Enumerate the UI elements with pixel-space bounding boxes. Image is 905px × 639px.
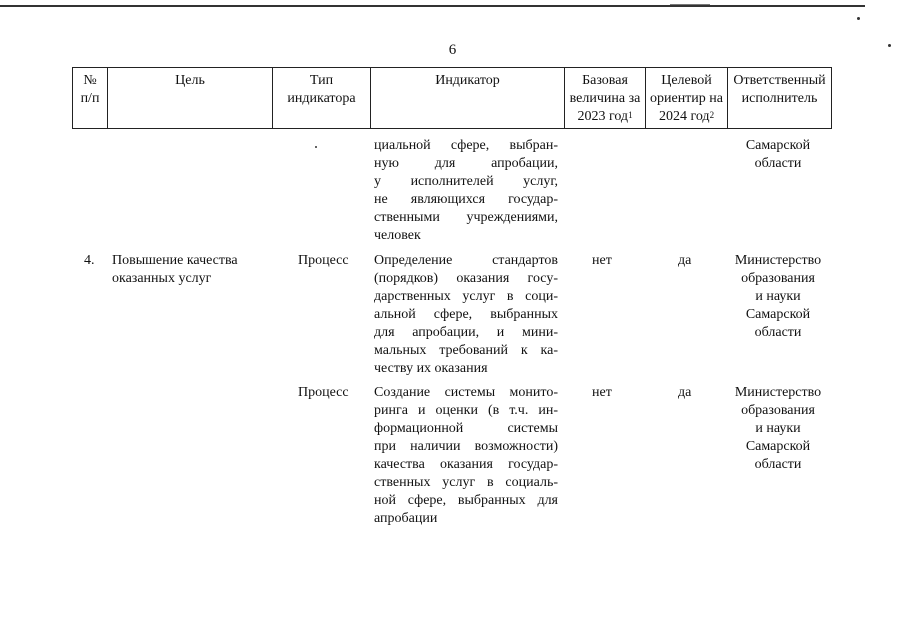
- row-1-target-value: да: [678, 253, 692, 268]
- row-1-responsible: Министерство образования и науки Самарской области: [734, 253, 822, 340]
- row-0-responsible: Самарской области: [745, 138, 811, 171]
- header-goal: Цель: [108, 68, 273, 129]
- row-1-base-value: нет: [592, 253, 612, 268]
- row-2-base-value: нет: [592, 385, 612, 400]
- row-2-responsible: Министерство образования и науки Самарской области: [734, 385, 822, 472]
- page-number: 6: [448, 42, 457, 58]
- header-target-value: Целевой ориентир на 2024 год$^2$: [646, 68, 728, 129]
- table-header: [72, 67, 832, 129]
- scan-speck: [315, 146, 317, 148]
- row-1-indicator-type: Процесс: [298, 253, 349, 268]
- header-number: № п/п: [73, 68, 108, 129]
- row-1-goal: Повышение качества оказанных услуг: [112, 253, 238, 286]
- header-base-value: Базовая величина за 2023 год$^1$: [565, 68, 646, 129]
- header-indicator: Индикатор: [371, 68, 565, 129]
- row-2-target-value: да: [678, 385, 692, 400]
- header-indicator-type: Тип индикатора: [273, 68, 371, 129]
- header-responsible: Ответственный исполнитель: [728, 68, 832, 129]
- scan-speck: [857, 17, 860, 20]
- row-1-indicator: Определение стандартов (порядков) оказания госу- дарственных услуг в соци- альной сфере, выбранных для апробации, и мини- мальных требований к ка- честву их оказания: [374, 253, 558, 376]
- row-0-indicator: циальной сфере, выбран- ную для апробации, у исполнителей услуг, не являющихся государ- ственными учреждениями, человек: [374, 138, 558, 243]
- scan-border-line: [0, 5, 865, 7]
- row-1-number: 4.: [84, 253, 95, 268]
- scan-mark: [670, 4, 710, 5]
- row-2-indicator: Создание системы монито- ринга и оценки (в т.ч. ин- формационной системы при наличии возможности) качества оказания государ- ственных услуг в социаль- ной сфере, выбранных для апробации: [374, 385, 558, 526]
- row-2-indicator-type: Процесс: [298, 385, 349, 400]
